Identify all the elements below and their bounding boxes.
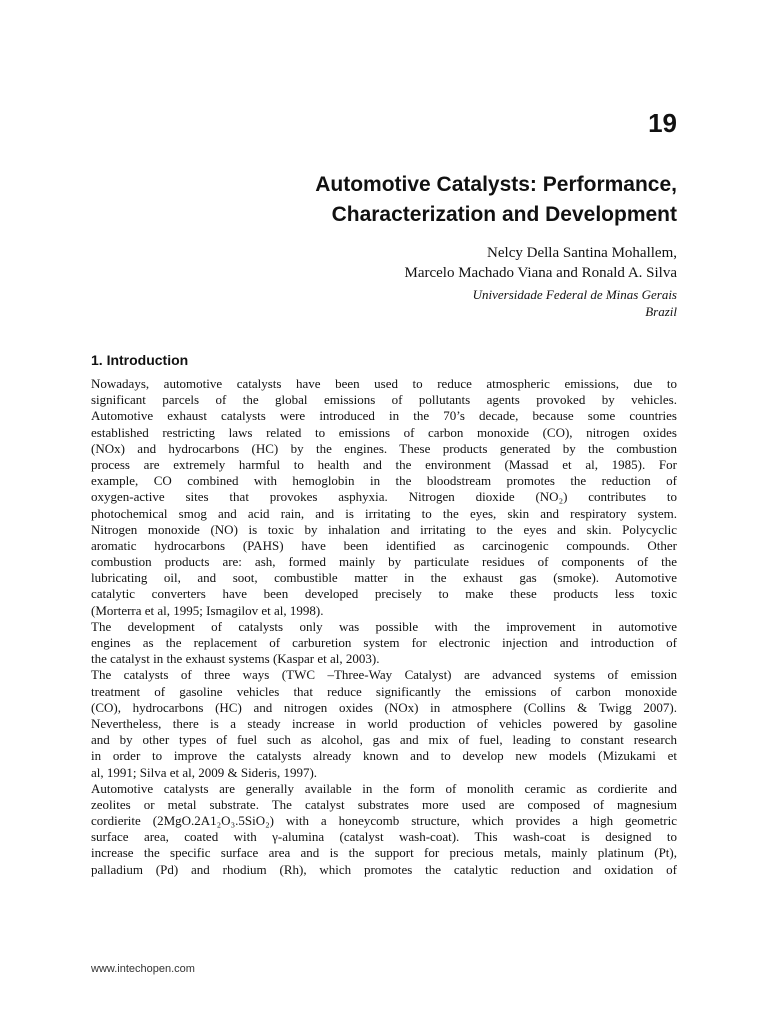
text-line: The development of catalysts only was possible with the improvement in automotive <box>91 618 677 634</box>
text-line: palladium (Pd) and rhodium (Rh), which promotes the catalytic reduction and oxidation of <box>91 861 677 877</box>
author-list <box>157 243 677 283</box>
text-line: treatment of gasoline vehicles that reduce significantly the emissions of carbon monoxide <box>91 683 677 699</box>
text-line: the catalyst in the exhaust systems (Kaspar et al, 2003). <box>91 651 380 667</box>
author-line-1: Nelcy Della Santina Mohallem, <box>487 245 677 261</box>
chapter-title-line-2: Characterization and Development <box>331 203 677 226</box>
text-line: surface area, coated with γ-alumina (catalyst wash-coat). This wash-coat is designed to <box>91 829 677 845</box>
text-line: (CO), hydrocarbons (HC) and nitrogen oxides (NOx) in atmosphere (Collins & Twigg 2007). <box>91 699 677 715</box>
text-line: process are extremely harmful to health and the environment (Massad et al, 1985). For <box>91 456 677 472</box>
paragraph <box>91 781 677 878</box>
text-line: example, CO combined with hemoglobin in the bloodstream promotes the reduction of <box>91 473 677 489</box>
text-line: significant parcels of the global emissions of pollutants agents provoked by vehicles. <box>91 392 677 408</box>
text-line: (Morterra et al, 1995; Ismagilov et al, 1998). <box>91 602 324 618</box>
text-line: Nevertheless, there is a steady increase in world production of vehicles powered by gasoline <box>91 715 677 731</box>
body-text <box>91 376 677 878</box>
text-line: photochemical smog and acid rain, and is irritating to the eyes, skin and respiratory system. <box>91 505 677 521</box>
text-line: Automotive catalysts are generally available in the form of monolith ceramic as cordierite and <box>91 780 677 796</box>
text-line: aromatic hydrocarbons (PAHS) have been identified as carcinogenic compounds. Other <box>91 537 677 553</box>
text-line: increase the specific surface area and is the support for precious metals, mainly platinum (Pt), <box>91 845 677 861</box>
text-line: Automotive exhaust catalysts were introduced in the 70’s decade, because some countries <box>91 408 677 424</box>
chapter-title-line-1: Automotive Catalysts: Performance, <box>315 173 677 196</box>
section-heading: 1. Introduction <box>91 352 189 368</box>
text-line: catalytic converters have been developed precisely to make these products less toxic <box>91 586 677 602</box>
text-line: Nowadays, automotive catalysts have been used to reduce atmospheric emissions, due to <box>91 376 677 391</box>
affiliation <box>157 286 677 320</box>
text-line: oxygen-active sites that provokes asphyxia. Nitrogen dioxide (NO₂) contributes to <box>91 489 677 505</box>
text-line: in order to improve the catalysts already known and to develop new models (Mizukami et <box>91 748 677 764</box>
text-line: engines as the replacement of carburetion system for electronic injection and introduction of <box>91 635 677 650</box>
affiliation-institution: Universidade Federal de Minas Gerais <box>472 287 677 302</box>
affiliation-country: Brazil <box>645 304 677 319</box>
paragraph <box>91 619 677 668</box>
text-line: zeolites or metal substrate. The catalyst substrates more used are composed of magnesium <box>91 796 677 812</box>
chapter-number: 19 <box>648 108 677 138</box>
text-line: (NOx) and hydrocarbons (HC) by the engines. These products generated by the combustion <box>91 440 677 456</box>
text-line: lubricating oil, and soot, combustible matter in the exhaust gas (smoke). Automotive <box>91 570 677 586</box>
author-line-2: Marcelo Machado Viana and Ronald A. Silva <box>404 265 677 281</box>
footer-url[interactable]: www.intechopen.com <box>91 963 195 975</box>
paragraph <box>91 667 677 780</box>
paragraph <box>91 376 677 619</box>
text-line: and by other types of fuel such as alcohol, gas and mix of fuel, leading to constant research <box>91 732 677 748</box>
text-line: Nitrogen monoxide (NO) is toxic by inhalation and irritating to the eyes and skin. Polycyclic <box>91 521 677 537</box>
text-line: established restricting laws related to emissions of carbon monoxide (CO), nitrogen oxides <box>91 424 677 440</box>
text-line: cordierite (2MgO.2A1₂O₃.5SiO₂) with a honeycomb structure, which provides a high geometric <box>91 813 677 829</box>
text-line: The catalysts of three ways (TWC –Three-Way Catalyst) are advanced systems of emission <box>91 667 677 683</box>
text-line: al, 1991; Silva et al, 2009 & Sideris, 1997). <box>91 764 318 780</box>
chapter-title <box>117 170 677 230</box>
text-line: combustion products are: ash, formed mainly by particulate residues of components of the <box>91 554 677 570</box>
